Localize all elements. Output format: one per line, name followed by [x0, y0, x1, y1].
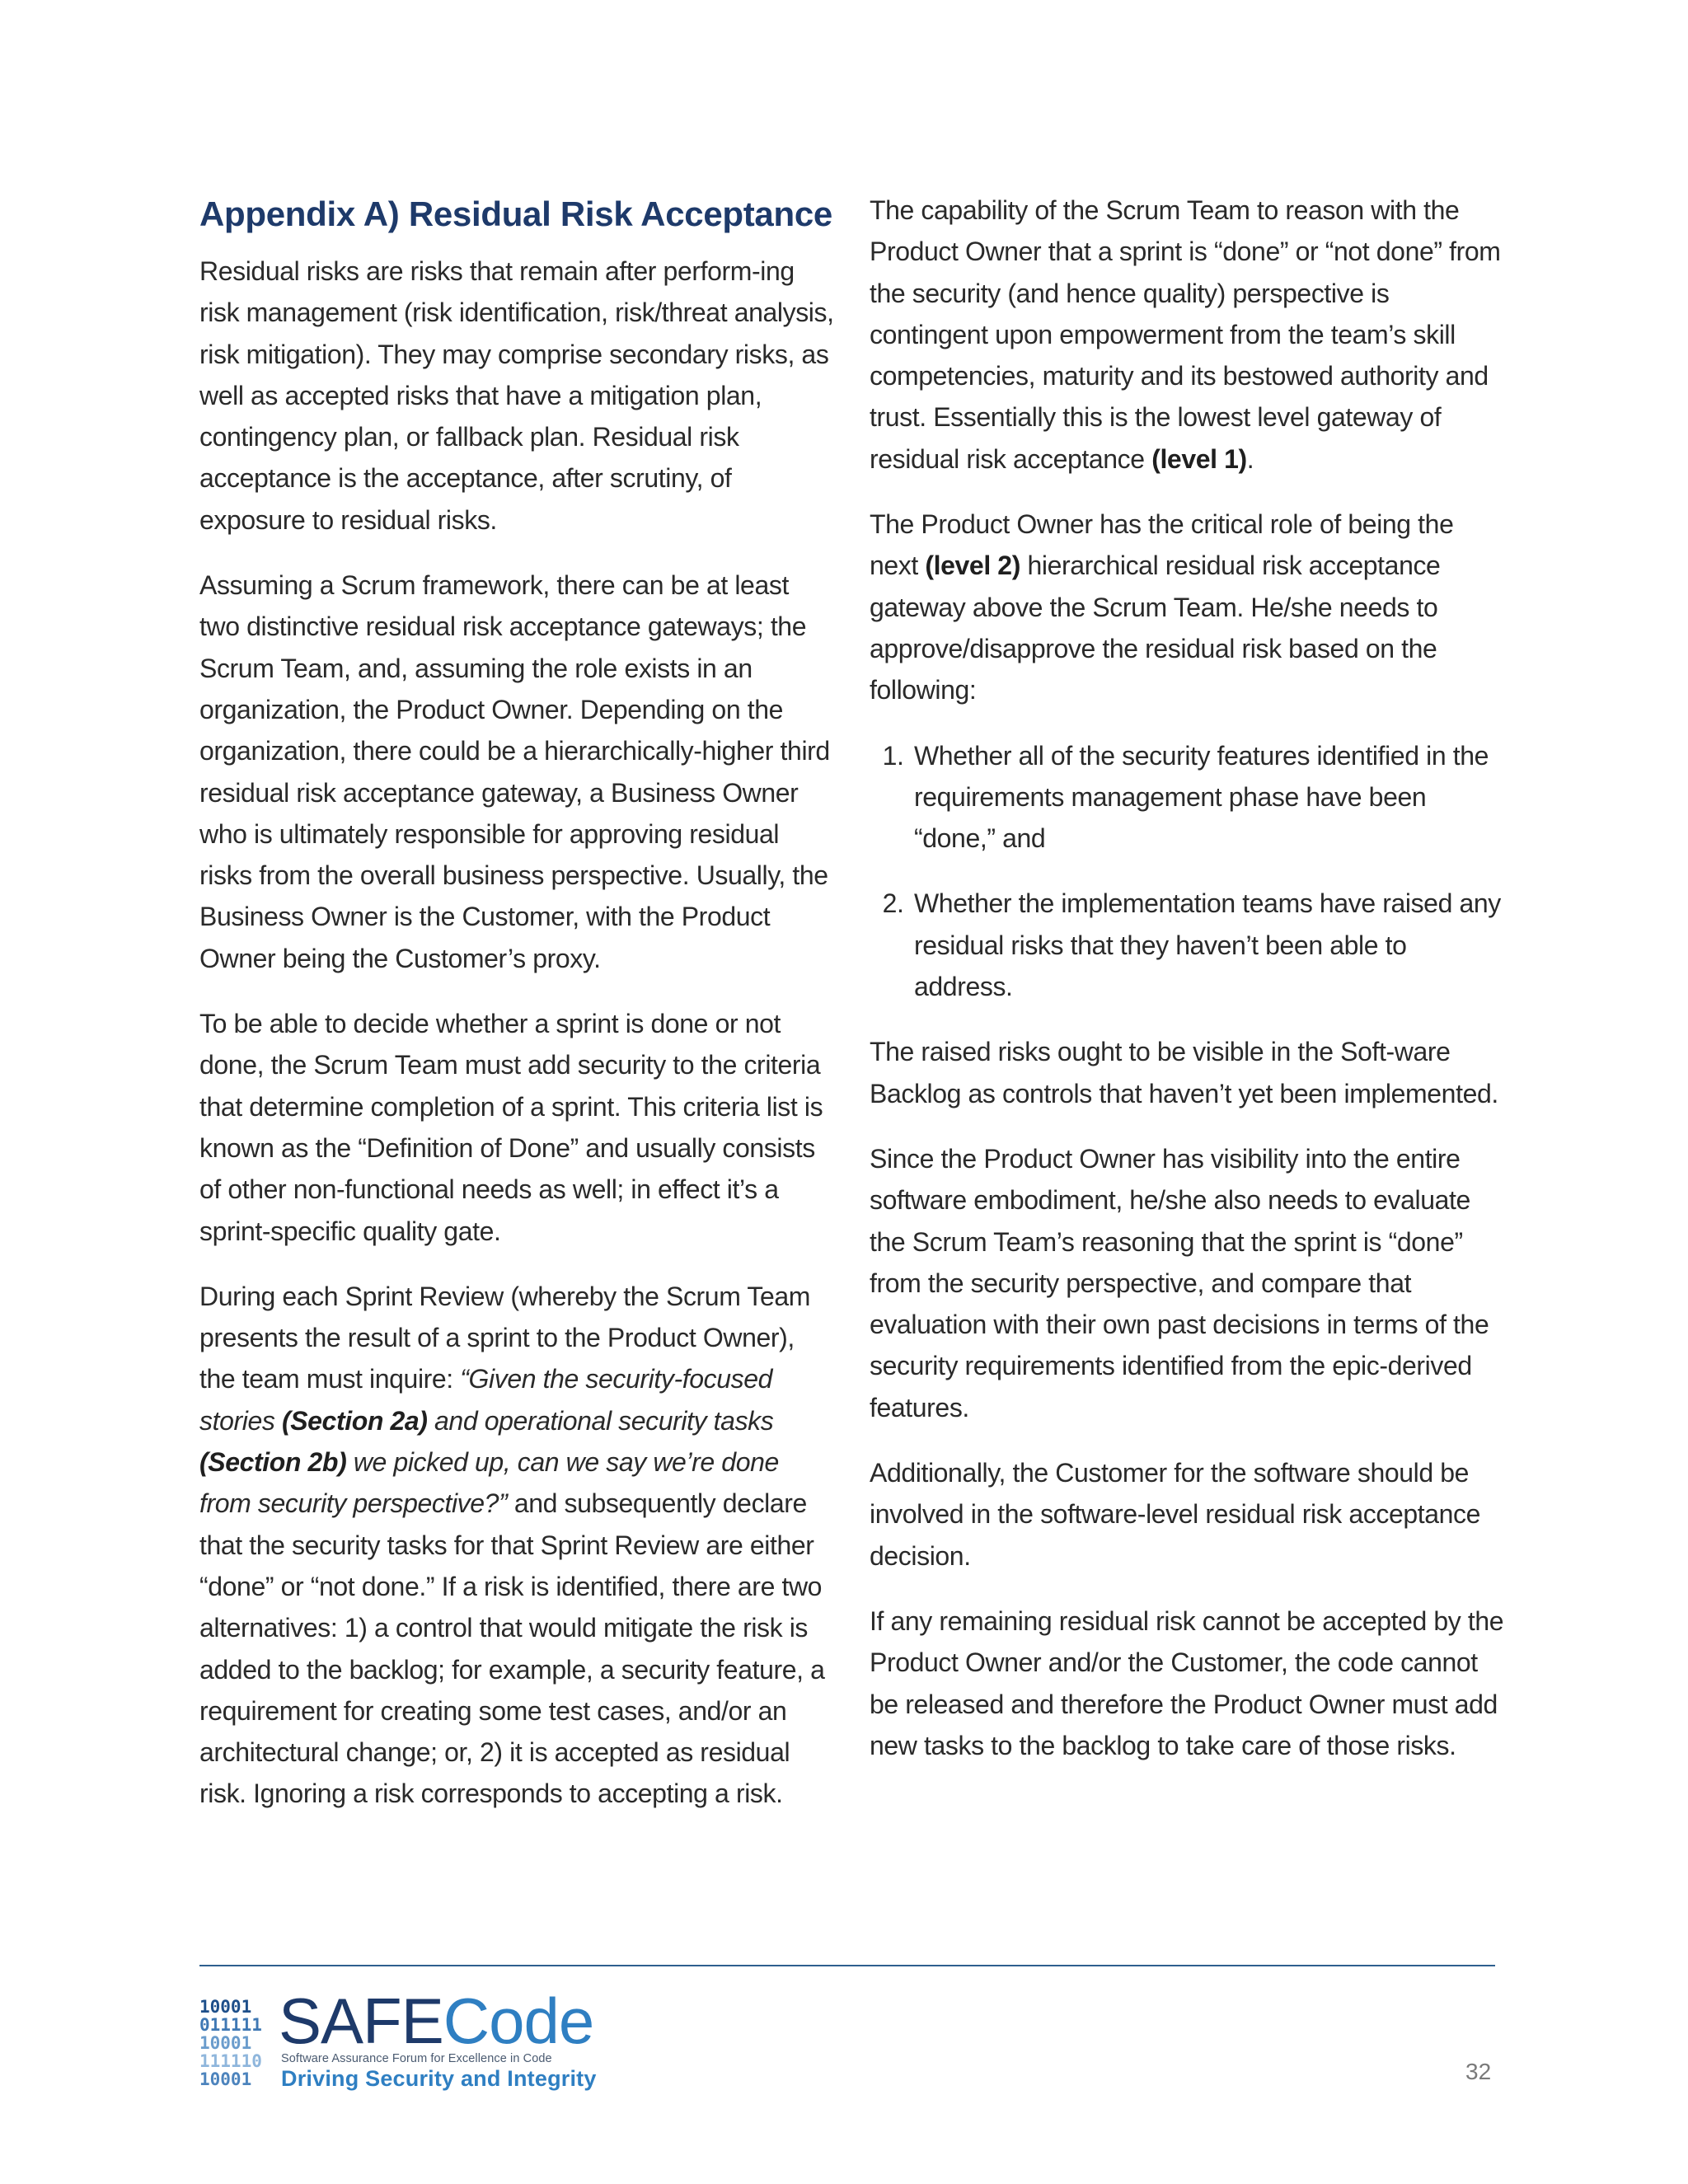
- paragraph-remaining-risk: If any remaining residual risk cannot be accepted by the Product Owner and/or the Customer, the code cannot be released and therefore the Product Owner must add new tasks to the backlog to take care of those risks.: [870, 1605, 1504, 1760]
- sprint-review-quote-c: we picked up, can we say we’re done from security perspective?”: [199, 1447, 779, 1519]
- logo-subtitle: Software Assurance Forum for Excellence in Code: [281, 2052, 552, 2065]
- paragraph-residual-risks: Residual risks are risks that remain after perform-ing risk management (risk identification, risk/threat analysis, risk mitigation). They may comprise secondary risks, as well as accepted risks that have a mitigation plan, contingency plan, or fallback plan. Residual risk acceptance is the acceptance, after scrutiny, of exposure to residual risks.: [199, 256, 834, 535]
- paragraph-customer-involvement: Additionally, the Customer for the software should be involved in the software-level residual risk acceptance decision.: [870, 1458, 1481, 1571]
- footer-divider: [199, 1965, 1495, 1966]
- safecode-logo: [199, 1985, 628, 2092]
- sprint-review-text-b: and subsequently declare that the security tasks for that Sprint Review are either “done” or “not done.” If a risk is identified, there are two alternatives: 1) a control that would mitigate the risk is added to the backlog; for example, a security feature, a requirement for creating some test cases, and/or an architectural change; or, 2) it is accepted as residual risk. Ignoring a risk corresponds to accepting a risk.: [199, 1488, 825, 1809]
- list-item: 1. Whether all of the security features identified in the requirements management phase have been “done,” and: [911, 735, 1506, 860]
- paragraph-sprint-review: [199, 1276, 834, 1815]
- list-item: 2. Whether the implementation teams have raised any residual risks that they haven’t been able to address.: [911, 883, 1506, 1007]
- level-2-label: (level 2): [925, 551, 1020, 581]
- scrum-capability-text: The capability of the Scrum Team to reason with the Product Owner that a sprint is “done” or “not done” from the security (and hence quality) perspective is contingent upon empowerment from the team’s skill competencies, maturity and its bestowed authority and trust. Essentially this is the lowest level gateway of residual risk acceptance: [870, 195, 1501, 474]
- paragraph-product-owner-role: [870, 504, 1506, 710]
- logo-wordmark: [279, 1985, 594, 2057]
- sprint-review-quote-b: and operational security tasks: [427, 1405, 774, 1436]
- approval-criteria-list: [870, 735, 1506, 1008]
- sprint-review-section-2a: (Section 2a): [281, 1405, 428, 1436]
- paragraph-scrum-gateways: Assuming a Scrum framework, there can be at least two distinctive residual risk acceptance gateways; the Scrum Team, and, assuming the role exists in an organization, the Product Owner. Depending on the organization, there could be a hierarchically-higher third residual risk acceptance gateway, a Business Owner who is ultimately responsible for approving residual risks from the overall business perspective. Usually, the Business Owner is the Customer, with the Product Owner being the Customer’s proxy.: [199, 570, 830, 973]
- binary-row: 10001: [199, 2033, 252, 2053]
- sprint-review-section-2b: (Section 2b): [199, 1447, 347, 1478]
- left-column: [199, 188, 834, 1839]
- sprint-review-text-a: During each Sprint Review (whereby the Scrum Team presents the result of a sprint to the Product Owner), the team must inquire:: [199, 1281, 811, 1394]
- appendix-heading: Appendix A) Residual Risk Acceptance: [199, 194, 832, 233]
- right-column: [870, 190, 1506, 1790]
- paragraph-definition-of-done: To be able to decide whether a sprint is done or not done, the Scrum Team must add security to the criteria that determine completion of a sprint. This criteria list is known as the “Definition of Done” and usually consists of other non-functional needs as well; in effect it’s a sprint-specific quality gate.: [199, 1009, 823, 1246]
- page-number: 32: [1465, 2059, 1492, 2084]
- product-owner-text-a: The Product Owner has the critical role of being the next: [870, 509, 1454, 581]
- paragraph-product-owner-visibility: Since the Product Owner has visibility into the entire software embodiment, he/she also needs to evaluate the Scrum Team’s reasoning that the sprint is “done” from the security perspective, and compare that evaluation with their own past decisions in terms of the security requirements identified from the epic-derived features.: [870, 1143, 1489, 1422]
- paragraph-scrum-capability: [870, 190, 1506, 480]
- logo-safe: SAFE: [279, 1985, 443, 2057]
- binary-row: 10001: [199, 2069, 252, 2089]
- level-1-label: (level 1): [1151, 443, 1247, 474]
- logo-tagline: Driving Security and Integrity: [281, 2066, 597, 2091]
- binary-digits-icon: [199, 1998, 262, 2088]
- paragraph-raised-risks: The raised risks ought to be visible in the Soft-ware Backlog as controls that haven’t yet been implemented.: [870, 1037, 1498, 1108]
- product-owner-text-b: hierarchical residual risk acceptance gateway above the Scrum Team. He/she needs to approve/disapprove the residual risk based on the following:: [870, 551, 1441, 705]
- binary-row: 011111: [199, 2015, 262, 2035]
- binary-row: 10001: [199, 1997, 252, 2017]
- scrum-capability-end: .: [1246, 443, 1254, 474]
- binary-row: 111110: [199, 2051, 262, 2071]
- sprint-review-quote-a: “Given the security-focused stories: [199, 1364, 772, 1436]
- logo-code: Code: [443, 1985, 594, 2057]
